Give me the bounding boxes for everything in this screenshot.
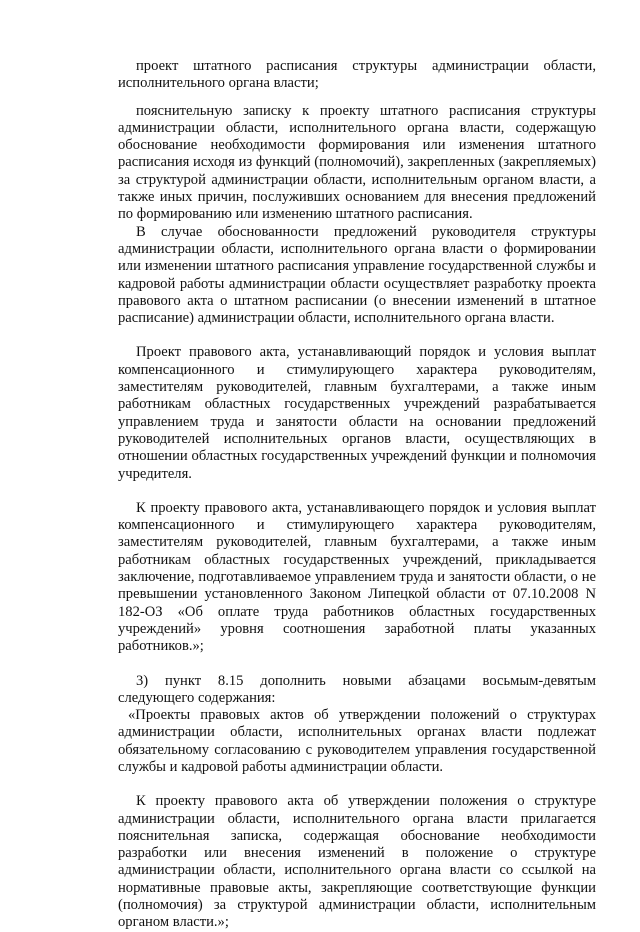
- paragraph-item-8-15: 3) пункт 8.15 дополнить новыми абзацами восьмым-девятым следующего содержания:: [118, 672, 596, 706]
- paragraph-regulation-explanatory-note: К проекту правового акта об утверждении положения о структуре администрации области, исполнительного органа власти прилагается пояснительная записка, содержащая обоснование необходимости разработки или внесения изменений в положение о структуре администрации области, исполнительного органа власти со ссылкой на нормативные правовые акты, закрепляющие соответствующие функции (полномочия) за структурой администрации области, исполнительным органом власти.»;: [118, 793, 596, 931]
- paragraph-regulations-approval: «Проекты правовых актов об утверждении положений о структурах администрации области, исполнительных органах власти подлежат обязательному согласованию с руководителем управления государственной службы и кадровой работы администрации области.: [118, 707, 596, 775]
- paragraph-payment-procedure-project: Проект правового акта, устанавливающий порядок и условия выплат компенсационного и стимулирующего характера руководителям, заместителям руководителей, главным бухгалтерами, а также иным работникам областных государственных учреждений разрабатывается управлением труда и занятости области на основании предложений руководителей исполнительных органов власти, осуществляющих в отношении областных государственных учреждений функции и полномочия учредителя.: [118, 344, 596, 482]
- document-page: [118, 58, 596, 932]
- paragraph-payment-procedure-conclusion: К проекту правового акта, устанавливающего порядок и условия выплат компенсационного и стимулирующего характера руководителям, заместителям руководителей, главным бухгалтерами, а также иным работникам областных государственных учреждений, прикладывается заключение, подготавливаемое управлением труда и занятости области, о не превышении установленного Законом Липецкой области от 07.10.2008 N 182-ОЗ «Об оплате труда работников областных государственных учреждений» уровня соотношения заработной платы указанных работников.»;: [118, 499, 596, 655]
- paragraph-explanatory-note: пояснительную записку к проекту штатного расписания структуры администрации области, исполнительного органа власти, содержащую обоснование необходимости формирования или изменения штатного расписания исходя из функций (полномочий), закрепленных (закрепляемых) за структурой администрации области, исполнительным органом власти, а также иных причин, послуживших основанием для внесения предложений по формированию или изменению штатного расписания.: [118, 102, 596, 223]
- paragraph-staffing-project: проект штатного расписания структуры администрации области, исполнительного органа власти;: [118, 58, 596, 92]
- paragraph-justified-proposals: В случае обоснованности предложений руководителя структуры администрации области, исполнительного органа власти о формировании или изменении штатного расписания управление государственной службы и кадровой работы администрации области осуществляет разработку проекта правового акта о штатном расписании (о внесении изменений в штатное расписание) администрации области, исполнительного органа власти.: [118, 223, 596, 327]
